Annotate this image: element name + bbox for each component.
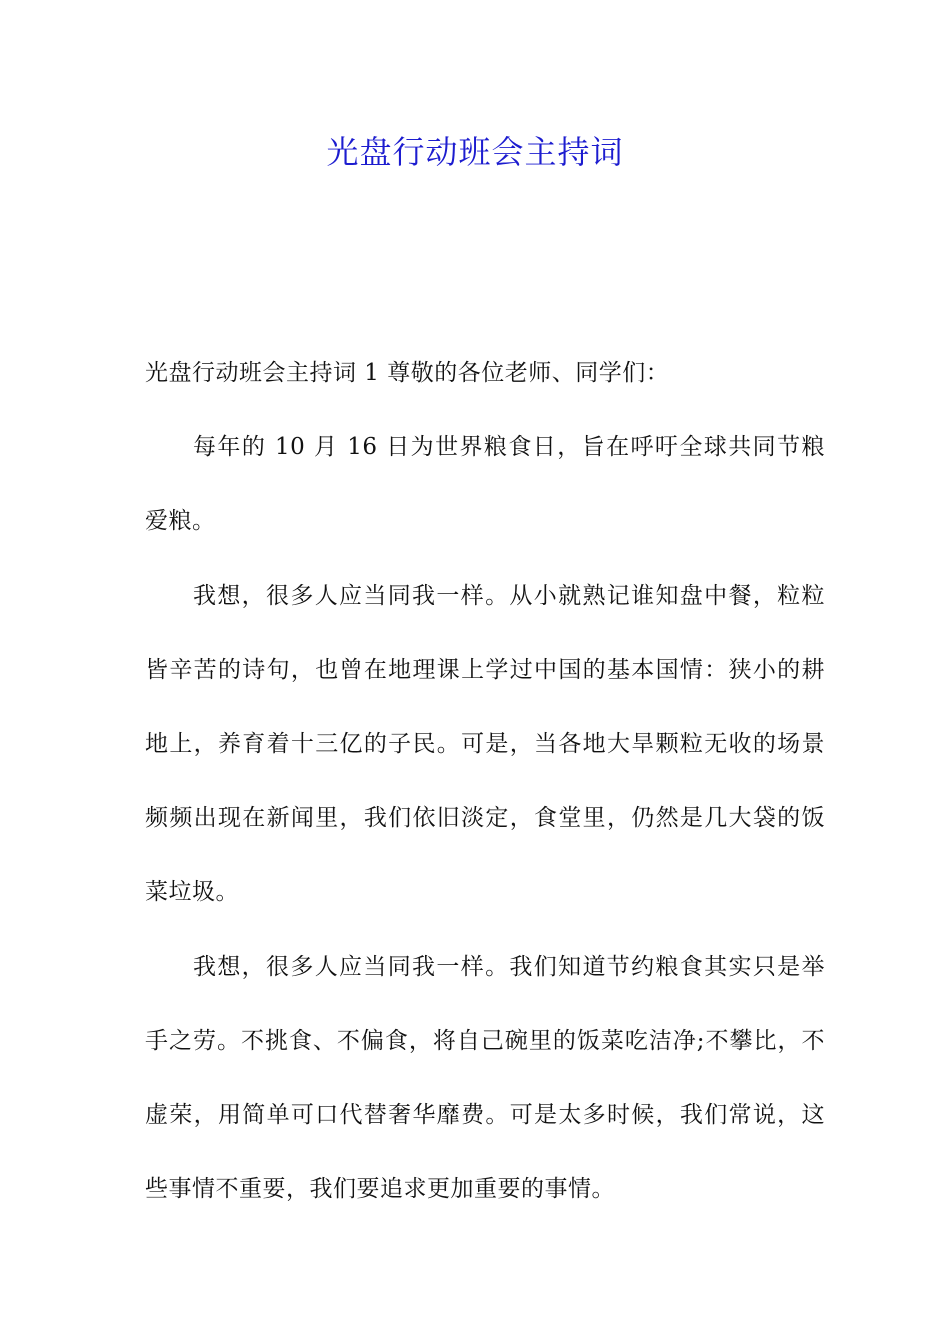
body-paragraph: 我想，很多人应当同我一样。从小就熟记谁知盘中餐，粒粒皆辛苦的诗句，也曾在地理课上学过中国的基本国情：狭小的耕地上，养育着十三亿的子民。可是，当各地大旱颗粒无收的场景频频出现在新闻里，我们依旧淡定，食堂里，仍然是几大袋的饭菜垃圾。	[145, 582, 825, 906]
body-paragraph: 每年的 10 月 16 日为世界粮食日，旨在呼吁全球共同节粮爱粮。	[145, 434, 825, 535]
document-title: 光盘行动班会主持词	[326, 133, 624, 171]
document-body	[145, 336, 825, 1226]
body-paragraph: 我想，很多人应当同我一样。我们知道节约粮食其实只是举手之劳。不挑食、不偏食，将自己碗里的饭菜吃洁净;不攀比，不虚荣，用简单可口代替奢华靡费。可是太多时候，我们常说，这些事情不重要，我们要追求更加重要的事情。	[145, 953, 825, 1203]
opening-paragraph: 光盘行动班会主持词 1 尊敬的各位老师、同学们：	[145, 360, 670, 386]
